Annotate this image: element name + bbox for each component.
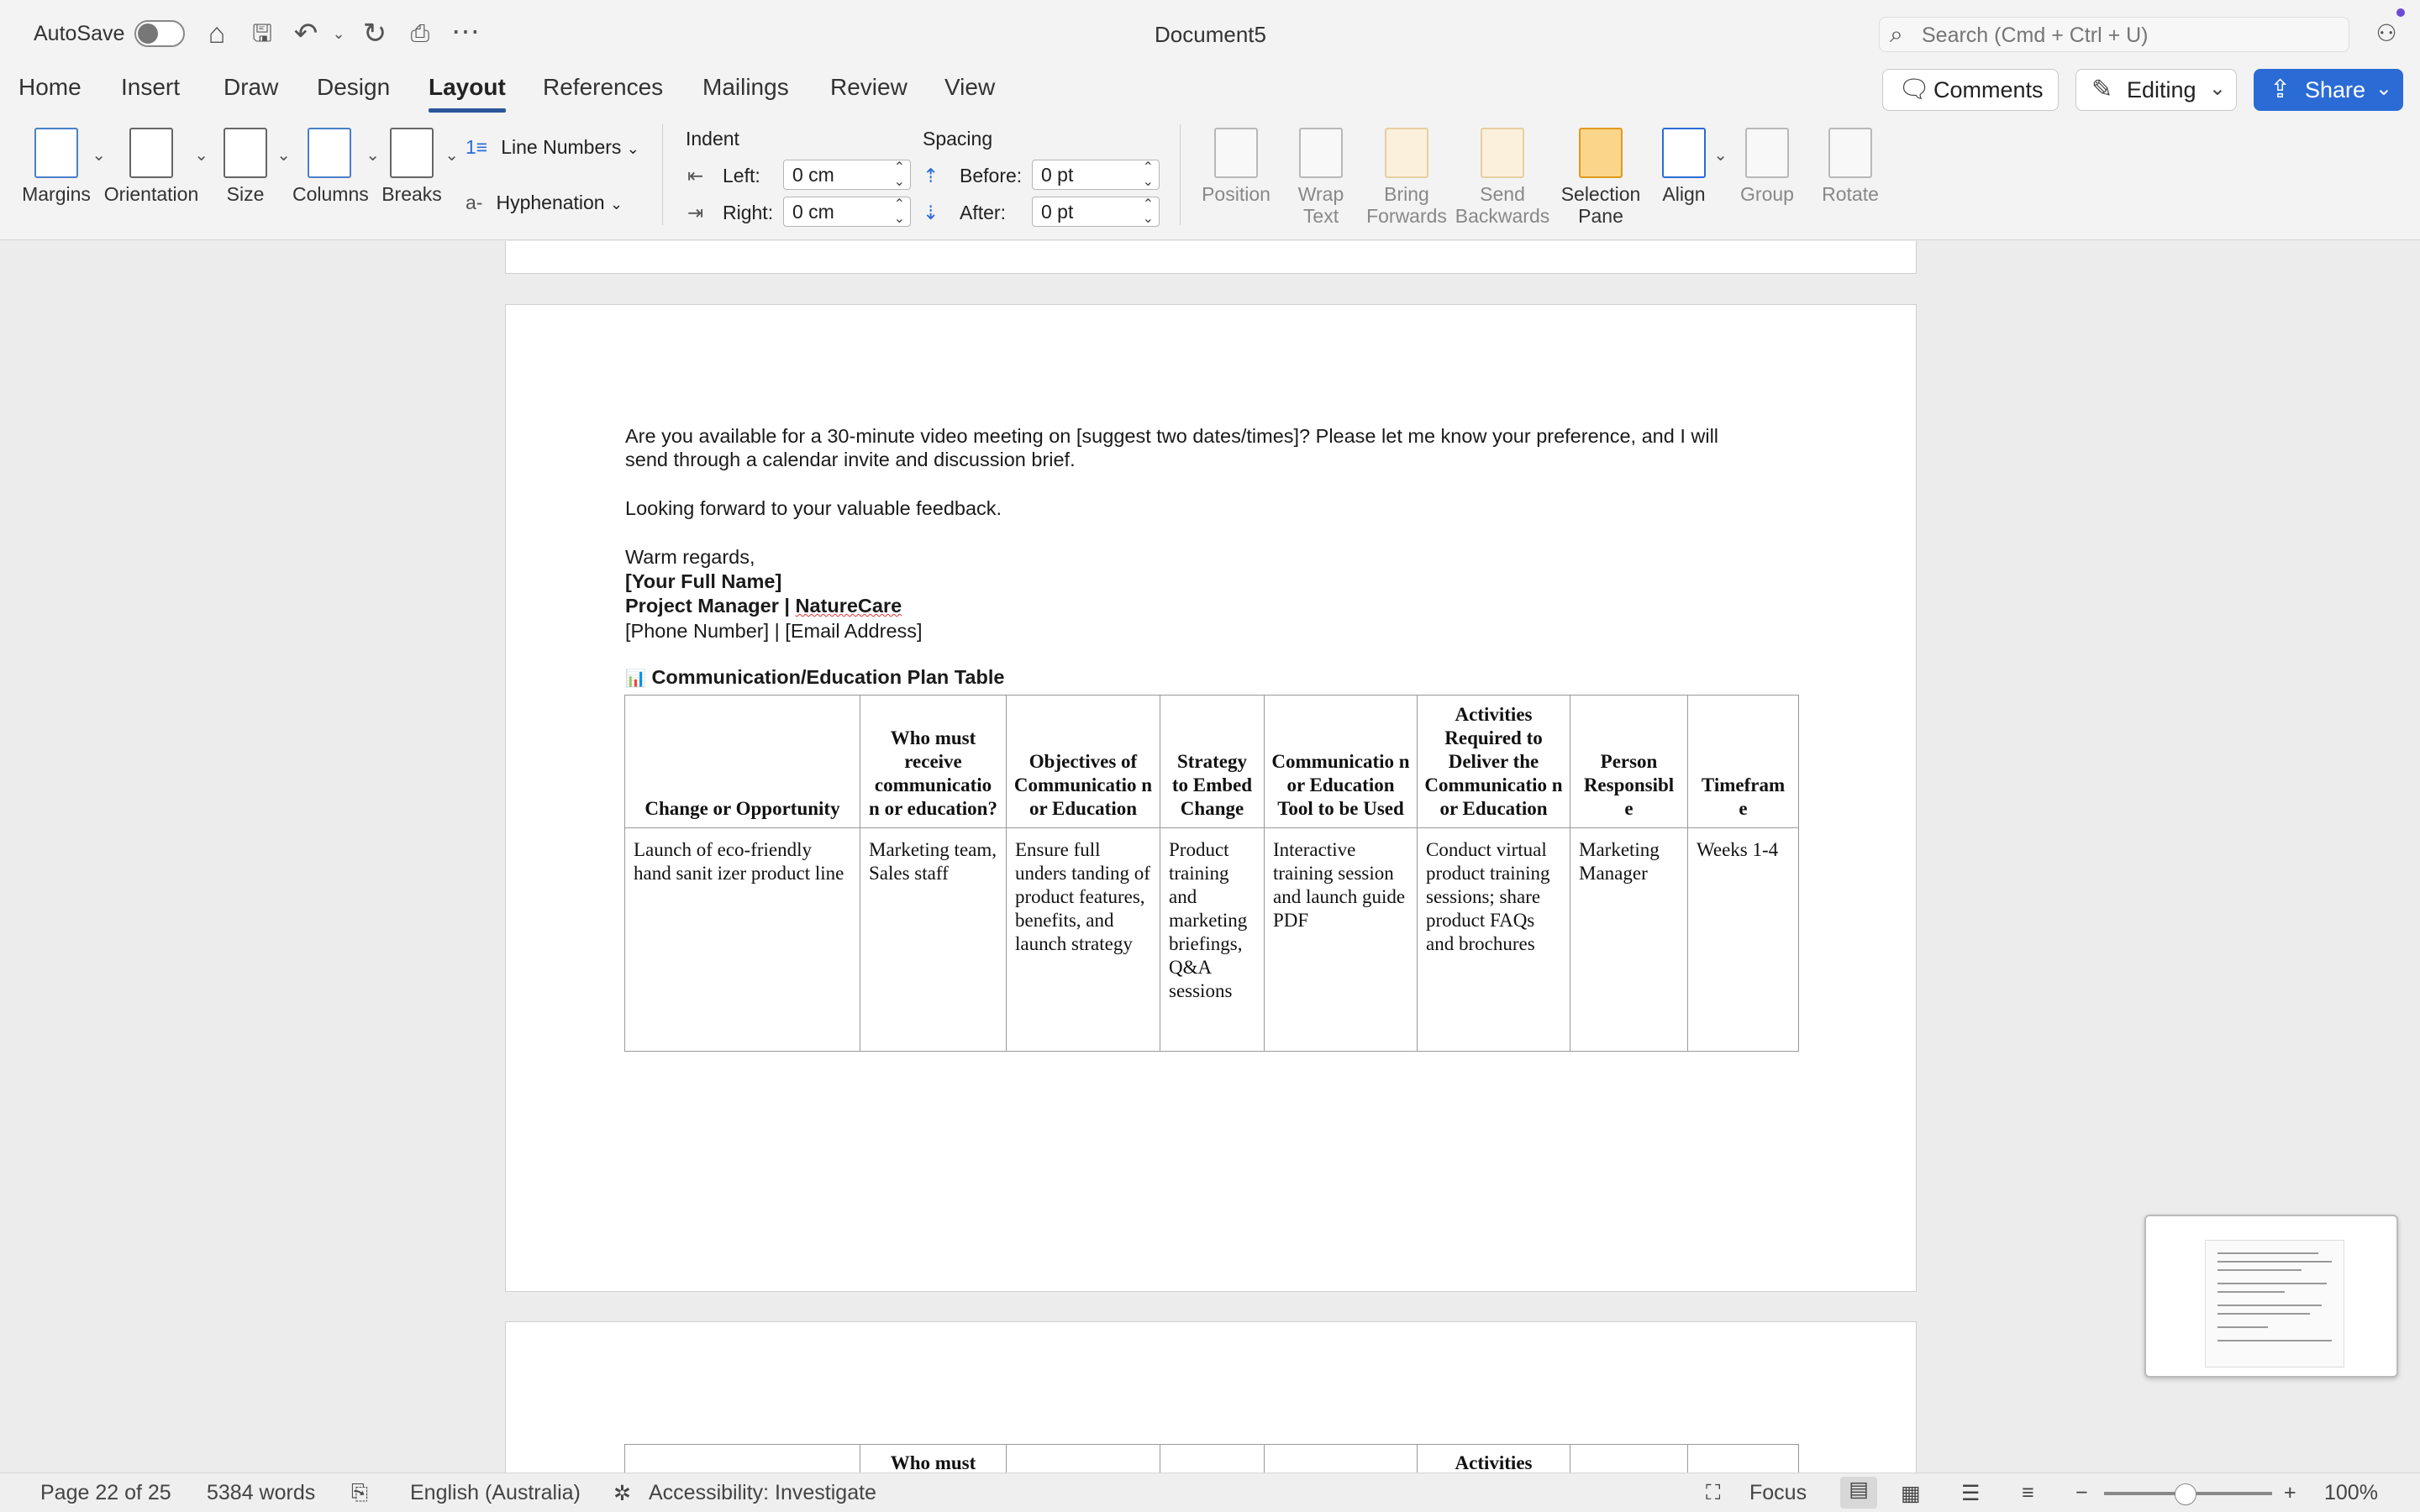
- focus-mode-button[interactable]: Focus: [1749, 1481, 1807, 1504]
- position-label: Position: [1202, 183, 1270, 205]
- chevron-down-icon: ⌄: [2208, 77, 2226, 100]
- selection-pane-button[interactable]: [1556, 128, 1645, 227]
- cell-activities[interactable]: Conduct virtual product training sessions; share product FAQs and brochures: [1418, 828, 1570, 1052]
- thumbnail-page: [2205, 1240, 2344, 1368]
- chevron-down-icon[interactable]: ⌄: [366, 146, 380, 165]
- indent-left-label: Left:: [723, 165, 760, 186]
- chevron-down-icon[interactable]: ⌄: [194, 146, 208, 165]
- group-label: Group: [1740, 183, 1794, 205]
- breaks-button[interactable]: [378, 128, 459, 205]
- stepper-icon[interactable]: ⌃ ⌄: [1142, 197, 1154, 226]
- stepper-icon[interactable]: ⌃ ⌄: [893, 160, 905, 189]
- thumbnail-line: [2217, 1261, 2332, 1263]
- selection-pane-icon: [1579, 128, 1623, 178]
- stepper-icon[interactable]: ⌃ ⌄: [1142, 160, 1154, 189]
- web-layout-view-icon[interactable]: ▦: [1901, 1482, 1921, 1505]
- zoom-in-icon[interactable]: +: [2284, 1481, 2296, 1504]
- search-icon: ⌕: [1890, 21, 1903, 47]
- position-button[interactable]: [1198, 128, 1274, 205]
- indent-right-icon: ⇥: [687, 202, 704, 223]
- spacing-before-label: Before:: [960, 165, 1023, 186]
- pencil-icon: ✎: [2091, 76, 2113, 103]
- stepper-icon[interactable]: ⌃ ⌄: [893, 197, 905, 226]
- spacing-after-value: 0 pt: [1041, 201, 1074, 223]
- position-icon: [1214, 128, 1258, 178]
- rotate-button[interactable]: [1815, 128, 1886, 205]
- indent-title: Indent: [686, 128, 739, 150]
- communication-plan-table[interactable]: [624, 695, 1799, 1052]
- bring-forwards-label-line2: Forwards: [1366, 205, 1447, 227]
- communication-plan-table-continued[interactable]: [624, 1444, 1799, 1473]
- thumbnail-line: [2217, 1269, 2302, 1271]
- header-cell[interactable]: [1570, 1445, 1688, 1473]
- indent-left-icon: ⇤: [687, 165, 704, 186]
- chevron-down-icon: ⌄: [2375, 77, 2392, 100]
- editing-mode-button[interactable]: [2075, 69, 2237, 111]
- size-button[interactable]: [213, 128, 291, 205]
- table-row: [625, 828, 1799, 1052]
- cell-tool[interactable]: Interactive training session and launch guide PDF: [1265, 828, 1418, 1052]
- thumbnail-line: [2217, 1326, 2268, 1328]
- ribbon-separator: [662, 124, 663, 225]
- columns-button[interactable]: [292, 128, 380, 205]
- signature-role[interactable]: [625, 594, 902, 618]
- thumbnail-line: [2217, 1283, 2327, 1284]
- indent-right-label: Right:: [723, 202, 774, 223]
- orientation-icon: [129, 128, 173, 178]
- tab-review[interactable]: Review: [830, 74, 908, 100]
- signature-regards[interactable]: Warm regards,: [625, 546, 755, 568]
- header-strategy[interactable]: Strategy to Embed Change: [1160, 696, 1265, 828]
- header-cell[interactable]: [625, 1445, 860, 1473]
- share-button[interactable]: [2254, 69, 2403, 111]
- header-who-must-receive[interactable]: Who must receive communicatio n or education?: [860, 696, 1007, 828]
- tab-insert[interactable]: Insert: [121, 74, 181, 100]
- paragraph-feedback[interactable]: Looking forward to your valuable feedback.: [625, 497, 1002, 519]
- header-tool[interactable]: Communicatio n or Education Tool to be Used: [1265, 696, 1418, 828]
- paragraph-meeting-request-line1[interactable]: Are you available for a 30-minute video meeting on [suggest two dates/times]? Please let me know your preference, and I will: [625, 425, 1719, 447]
- ribbon-separator: [1180, 124, 1181, 225]
- chevron-down-icon: ⌄: [626, 140, 639, 157]
- group-icon: [1745, 128, 1789, 178]
- cell-timeframe[interactable]: Weeks 1-4: [1688, 828, 1799, 1052]
- document-canvas[interactable]: [0, 241, 2420, 1473]
- group-button[interactable]: [1733, 128, 1802, 205]
- spacing-after-field[interactable]: [1032, 197, 1160, 227]
- signature-role-title: Project Manager |: [625, 595, 796, 617]
- selection-pane-label-line1: Selection: [1560, 183, 1641, 205]
- chevron-down-icon[interactable]: ⌄: [1713, 146, 1728, 165]
- wrap-text-button[interactable]: [1281, 128, 1361, 227]
- header-change-or-opportunity[interactable]: Change or Opportunity: [625, 696, 860, 828]
- selection-pane-label-line2: Pane: [1578, 205, 1623, 227]
- page-thumbnail-preview[interactable]: [2144, 1215, 2398, 1378]
- spacing-title: Spacing: [923, 128, 993, 150]
- proofing-icon[interactable]: ⎘: [351, 1481, 369, 1504]
- breaks-icon: [390, 128, 434, 178]
- margins-label: Margins: [22, 183, 91, 205]
- tab-mailings[interactable]: Mailings: [702, 74, 789, 100]
- share-label: Share: [2305, 76, 2366, 102]
- header-cell[interactable]: [1007, 1445, 1160, 1473]
- table-heading-text: Communication/Education Plan Table: [651, 666, 1005, 688]
- header-cell[interactable]: [1688, 1445, 1799, 1473]
- previous-page: [505, 241, 1917, 274]
- accessibility-icon: ✲: [613, 1482, 631, 1505]
- indent-right-field[interactable]: [783, 197, 911, 227]
- wrap-text-label-line1: Wrap: [1297, 183, 1344, 205]
- cell-person[interactable]: Marketing Manager: [1570, 828, 1688, 1052]
- bar-chart-icon: 📊: [625, 669, 646, 688]
- size-icon: [224, 128, 267, 178]
- wrap-text-icon: [1299, 128, 1343, 178]
- search-input[interactable]: [1922, 23, 2325, 48]
- zoom-out-icon[interactable]: −: [2075, 1481, 2088, 1504]
- header-cell[interactable]: [1160, 1445, 1265, 1473]
- comment-icon: 🗨: [1898, 76, 1931, 103]
- line-numbers-button[interactable]: [466, 136, 639, 159]
- thumbnail-line: [2217, 1313, 2310, 1315]
- spacing-before-field[interactable]: [1032, 160, 1160, 190]
- save-icon[interactable]: 🖫: [252, 20, 272, 46]
- comments-button[interactable]: [1882, 69, 2059, 111]
- send-backwards-button[interactable]: [1454, 128, 1551, 227]
- columns-label: Columns: [292, 183, 369, 205]
- print-icon[interactable]: ⎙: [410, 20, 430, 46]
- table-heading[interactable]: [625, 665, 1004, 691]
- signature-company: NatureCare: [795, 595, 902, 617]
- focus-icon: ⛶: [1706, 1481, 1721, 1504]
- indent-right-value: 0 cm: [792, 201, 834, 223]
- cell-audience[interactable]: Marketing team, Sales staff: [860, 828, 1007, 1052]
- more-options-icon[interactable]: ⋯: [451, 16, 480, 48]
- bring-forwards-button[interactable]: [1365, 128, 1449, 227]
- outline-view-icon[interactable]: ☰: [1961, 1482, 1981, 1505]
- status-bar: [0, 1473, 2420, 1512]
- chevron-down-icon[interactable]: ⌄: [92, 146, 106, 165]
- tab-references[interactable]: References: [543, 74, 664, 100]
- undo-icon[interactable]: ↶: [293, 18, 318, 50]
- word-count[interactable]: 5384 words: [207, 1481, 316, 1504]
- header-timeframe[interactable]: Timefram e: [1688, 696, 1799, 828]
- spacing-before-icon: ⇡: [923, 165, 939, 186]
- chevron-down-icon[interactable]: ⌄: [445, 146, 459, 165]
- rotate-icon: [1828, 128, 1872, 178]
- thumbnail-line: [2217, 1340, 2332, 1341]
- chevron-down-icon[interactable]: ⌄: [276, 146, 291, 165]
- spacing-before-value: 0 pt: [1041, 164, 1074, 186]
- header-cell[interactable]: [1265, 1445, 1418, 1473]
- columns-icon: [308, 128, 351, 178]
- page-count[interactable]: Page 22 of 25: [40, 1481, 171, 1504]
- header-person-responsible[interactable]: Person Responsibl e: [1570, 696, 1688, 828]
- draft-view-icon[interactable]: ≡: [2022, 1481, 2034, 1504]
- header-objectives[interactable]: Objectives of Communicatio n or Education: [1007, 696, 1160, 828]
- print-layout-view-icon[interactable]: ▤: [1840, 1477, 1877, 1509]
- autosave-toggle[interactable]: [134, 20, 185, 47]
- send-backwards-icon: [1481, 128, 1524, 178]
- chevron-down-icon: ⌄: [610, 196, 623, 213]
- redo-icon[interactable]: ↻: [362, 18, 387, 50]
- breaks-label: Breaks: [381, 183, 442, 205]
- cell-change[interactable]: Launch of eco-friendly hand sanit izer product line: [625, 828, 860, 1052]
- wrap-text-label-line2: Text: [1302, 205, 1339, 227]
- signature-contact[interactable]: [Phone Number] | [Email Address]: [625, 620, 923, 642]
- accessibility-status[interactable]: Accessibility: Investigate: [649, 1481, 876, 1504]
- table-header-row: [625, 1445, 1799, 1473]
- share-icon: ⇪: [2270, 76, 2291, 103]
- cell-strategy[interactable]: Product training and marketing briefings, Q&A sessions: [1160, 828, 1265, 1052]
- header-who-must-receive[interactable]: Who must: [860, 1445, 1007, 1473]
- thumbnail-line: [2217, 1291, 2285, 1293]
- autosave-label: AutoSave: [34, 22, 125, 45]
- spacing-after-label: After:: [960, 202, 1006, 223]
- paragraph-meeting-request-line2[interactable]: send through a calendar invite and discussion brief.: [625, 449, 1076, 470]
- align-icon: [1662, 128, 1706, 178]
- hyphenation-button[interactable]: [466, 192, 623, 214]
- editing-label: Editing: [2127, 76, 2196, 102]
- search-box[interactable]: [1879, 17, 2349, 52]
- zoom-slider-handle[interactable]: [2175, 1483, 2196, 1505]
- orientation-button[interactable]: [103, 128, 208, 205]
- align-button[interactable]: [1650, 128, 1728, 205]
- line-numbers-icon: 1≡: [466, 136, 488, 158]
- undo-dropdown-icon[interactable]: ⌄: [332, 25, 345, 42]
- language-indicator[interactable]: English (Australia): [410, 1481, 581, 1504]
- thumbnail-line: [2217, 1305, 2322, 1306]
- margins-button[interactable]: [18, 128, 106, 205]
- table-header-row: [625, 696, 1799, 828]
- zoom-level[interactable]: 100%: [2324, 1481, 2378, 1504]
- notification-dot: [2396, 8, 2405, 17]
- tab-view[interactable]: View: [944, 74, 996, 100]
- document-title: Document5: [1155, 22, 1266, 47]
- layout-ribbon: [0, 118, 2420, 240]
- thumbnail-line: [2217, 1252, 2318, 1254]
- header-activities[interactable]: Activities Required to Deliver the Communicatio n or Education: [1418, 696, 1570, 828]
- tab-layout[interactable]: Layout: [429, 74, 506, 100]
- home-icon[interactable]: ⌂: [208, 18, 226, 50]
- indent-left-value: 0 cm: [792, 164, 834, 186]
- line-numbers-label: Line Numbers: [501, 136, 622, 158]
- hyphenation-icon: a‐: [466, 192, 483, 213]
- tab-design[interactable]: Design: [317, 74, 391, 100]
- header-activities[interactable]: Activities: [1418, 1445, 1570, 1473]
- send-backwards-label-line1: Send: [1480, 183, 1525, 205]
- spacing-after-icon: ⇣: [923, 202, 939, 223]
- title-bar: [0, 0, 2420, 67]
- size-label: Size: [226, 183, 265, 205]
- tab-draw[interactable]: Draw: [224, 74, 279, 100]
- rotate-label: Rotate: [1822, 183, 1879, 205]
- margins-icon: [34, 128, 78, 178]
- orientation-label: Orientation: [103, 183, 199, 205]
- align-label: Align: [1662, 183, 1706, 205]
- cell-objectives[interactable]: Ensure full unders tanding of product features, benefits, and launch strategy: [1007, 828, 1160, 1052]
- bring-forwards-icon: [1385, 128, 1428, 178]
- bring-forwards-label-line1: Bring: [1384, 183, 1429, 205]
- send-backwards-label-line2: Backwards: [1455, 205, 1550, 227]
- signature-name[interactable]: [Your Full Name]: [625, 570, 782, 592]
- indent-left-field[interactable]: [783, 160, 911, 190]
- tab-home[interactable]: Home: [18, 74, 82, 100]
- comments-label: Comments: [1933, 76, 2044, 102]
- account-icon[interactable]: ⚇: [2375, 20, 2397, 46]
- hyphenation-label: Hyphenation: [496, 192, 605, 213]
